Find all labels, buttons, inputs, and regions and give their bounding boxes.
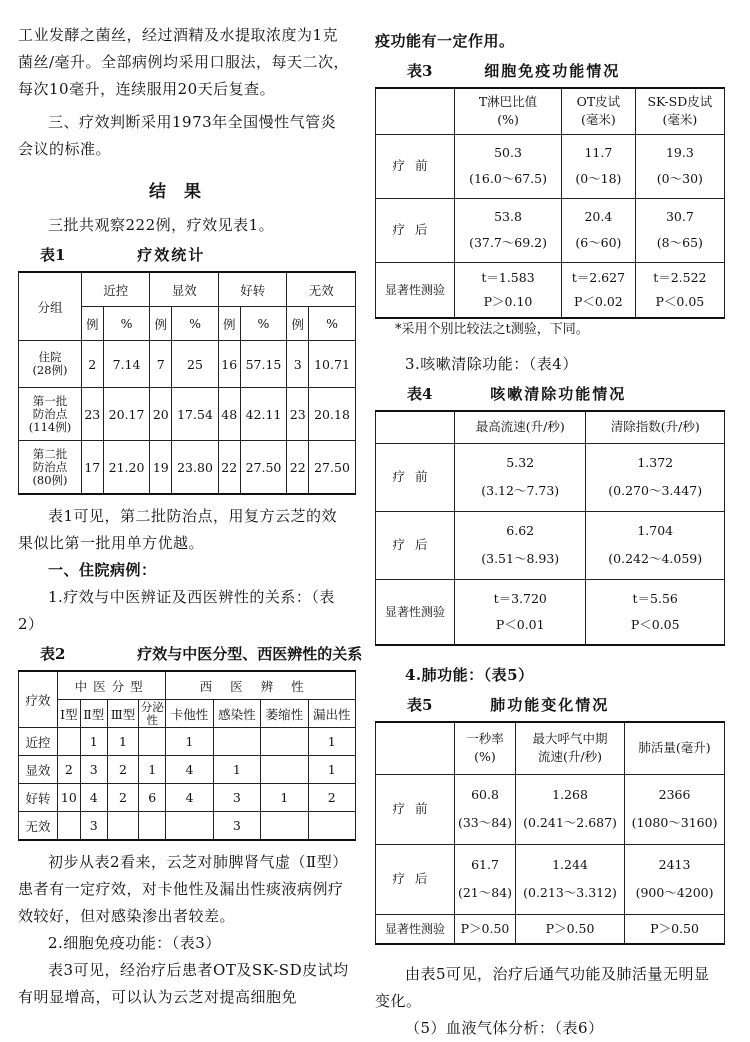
table-cell (308, 812, 355, 841)
paragraph: 三批共观察222例，疗效见表1。 (48, 216, 275, 234)
table-cell: 2 (308, 784, 355, 812)
cell-line: (0.213～3.312) (523, 885, 617, 900)
column-header: 疗效 (19, 671, 58, 728)
table1 (18, 271, 356, 495)
sub-header: 卡他性 (166, 700, 213, 728)
row-label: 疗前 (376, 443, 455, 511)
table-cell (213, 728, 260, 756)
table-cell: 3 (80, 812, 107, 841)
sub-header: 萎缩性 (261, 700, 308, 728)
cell-line: 50.3 (494, 145, 522, 160)
row-label: 疗前 (376, 774, 455, 844)
cell-line: 1.372 (637, 455, 674, 470)
table-cell: 1 (261, 784, 308, 812)
sub-header: Ⅲ型 (107, 700, 138, 728)
cell-line: t＝5.56 (632, 590, 678, 606)
cell-line: P＞0.10 (483, 293, 533, 309)
corner-cell (376, 722, 455, 774)
paragraph: 2.细胞免疫功能：（表3） (48, 934, 221, 952)
sub-header: % (240, 307, 287, 341)
cell-line: 1.704 (637, 523, 674, 538)
cell-line: (0.242～4.059) (608, 551, 703, 566)
corner-cell (376, 88, 455, 134)
cell-line: (900～4200) (635, 885, 714, 900)
cell-line: P＜0.05 (655, 293, 705, 309)
paragraph: 表3可见，经治疗后患者OT及SK-SD皮试均有明显增高，可以认为云芝对提高细胞免 (18, 961, 349, 1006)
table-cell: 42.11 (240, 388, 287, 441)
column-header: 显效 (150, 272, 218, 307)
table-cell (586, 511, 725, 579)
table-cell (635, 262, 724, 318)
table-cell: 2 (107, 784, 138, 812)
table-cell (139, 728, 166, 756)
table4-caption (375, 382, 725, 406)
column-header (562, 88, 636, 134)
header-line: (毫米) (581, 112, 616, 128)
cell-line: P＜0.01 (495, 616, 545, 632)
table-cell: 10.71 (309, 341, 356, 388)
column-header (516, 722, 625, 774)
table2-caption (18, 642, 363, 666)
header-line: (%) (497, 112, 519, 128)
row-label: 好转 (19, 784, 58, 812)
table-cell: 27.50 (309, 441, 356, 495)
table-cell (58, 728, 81, 756)
sub-header: 漏出性 (308, 700, 355, 728)
row-label: 显著性测验 (376, 262, 455, 318)
table-cell: 2 (82, 341, 104, 388)
header-line: 流速(升/秒) (538, 749, 603, 765)
cell-line: (0.241～2.687) (523, 815, 617, 830)
row-label: 显著性测验 (376, 579, 455, 645)
row-label: 疗后 (376, 511, 455, 579)
table-cell: 1 (308, 756, 355, 784)
row-label-line: (114例) (28, 419, 72, 434)
cell-line: (6～60) (575, 235, 622, 250)
column-header: 近控 (82, 272, 150, 307)
table1-caption (18, 243, 350, 267)
table-cell: 3 (287, 341, 309, 388)
cell-line: t＝1.583 (481, 269, 535, 285)
table-cell (455, 443, 586, 511)
sub-header: Ⅱ型 (80, 700, 107, 728)
table-cell (455, 134, 562, 198)
table-cell: 23.80 (172, 441, 219, 495)
table-cell: 1 (213, 756, 260, 784)
table-title: 肺功能变化情况 (490, 696, 610, 714)
cell-line: t＝2.627 (571, 269, 626, 285)
table-cell: 22 (218, 441, 240, 495)
header-line: SK-SD皮试 (647, 94, 713, 110)
cell-line: 2413 (658, 857, 691, 872)
table-cell: 20 (150, 388, 172, 441)
cell-line: (8～65) (656, 235, 703, 250)
table5 (375, 721, 725, 945)
table-cell: 1 (107, 728, 138, 756)
table-cell (261, 756, 308, 784)
table-title: 咳嗽清除功能情况 (490, 385, 627, 403)
header-line: 肺活量(毫升) (638, 740, 711, 756)
table-cell: 19 (150, 441, 172, 495)
cell-line: (3.12～7.73) (481, 483, 560, 498)
row-label: 疗后 (376, 198, 455, 262)
cell-line: (0～30) (656, 171, 703, 186)
table-cell (261, 728, 308, 756)
group-header: 中医分型 (58, 671, 166, 700)
table-cell: 4 (166, 784, 213, 812)
table-title: 疗效与中医分型、西医辨性的关系 (137, 645, 363, 663)
table-cell: 20.17 (103, 388, 150, 441)
sub-header: 例 (150, 307, 172, 341)
row-label (19, 388, 82, 441)
right-column (375, 0, 725, 1042)
row-label-line: (80例) (32, 472, 68, 487)
paragraph: （5）血液气体分析：（表6） (405, 1019, 604, 1037)
column-header (455, 88, 562, 134)
table-cell (455, 198, 562, 262)
table-cell: 3 (213, 784, 260, 812)
table-title: 疗效统计 (137, 246, 206, 264)
table-number: 表3 (407, 62, 433, 80)
header-line: 最大呼气中期 (532, 731, 608, 747)
cell-line: 5.32 (506, 455, 535, 470)
table-cell (455, 262, 562, 318)
paragraph: 1.疗效与中医辨证及西医辨性的关系：（表2） (18, 588, 335, 633)
corner-cell (376, 411, 455, 443)
row-label-line: 防治点 (32, 459, 68, 474)
sub-header: 感染性 (213, 700, 260, 728)
cell-line: 61.7 (471, 857, 499, 872)
table-cell (455, 844, 516, 914)
paragraph: 一、住院病例： (48, 561, 157, 579)
table4 (375, 410, 725, 646)
column-header: 最高流速(升/秒) (455, 411, 586, 443)
table-cell: 17 (82, 441, 104, 495)
table-cell (625, 844, 725, 914)
table3-caption (375, 59, 725, 83)
cell-line: 60.8 (471, 787, 499, 802)
cell-line: 1.268 (552, 787, 588, 802)
table-cell: 2 (107, 756, 138, 784)
sub-header: 例 (218, 307, 240, 341)
table-cell (586, 443, 725, 511)
row-label (19, 341, 82, 388)
paragraph: 疫功能有一定作用。 (375, 32, 515, 50)
table-title: 细胞免疫功能情况 (484, 62, 621, 80)
table-cell: 16 (218, 341, 240, 388)
row-label: 显著性测验 (376, 914, 455, 944)
cell-line: P＜0.05 (630, 616, 680, 632)
paragraph: 工业发酵之菌丝，经过酒精及水提取浓度为1克菌丝/毫升。全部病例均采用口服法，每天二次，每次10毫升，连续服用20天后复查。 (18, 26, 350, 98)
table-cell (635, 198, 724, 262)
table3 (375, 87, 725, 319)
table-cell (586, 579, 725, 645)
table-cell: 21.20 (103, 441, 150, 495)
paragraph: 表1可见，第二批防治点，用复方云芝的效果似比第一批用单方优越。 (18, 507, 338, 552)
cell-line: t＝3.720 (493, 590, 547, 606)
row-label (19, 441, 82, 495)
table-cell: 7 (150, 341, 172, 388)
header-line: (%) (474, 749, 496, 765)
row-label-line: 防治点 (32, 406, 68, 421)
row-label: 无效 (19, 812, 58, 841)
paragraph: 3.咳嗽清除功能：（表4） (405, 355, 578, 373)
table-cell: P＞0.50 (516, 914, 625, 944)
table-cell: 4 (166, 756, 213, 784)
paragraph: 4.肺功能：（表5） (405, 666, 534, 684)
table-cell: 48 (218, 388, 240, 441)
table-cell (455, 511, 586, 579)
table-cell: 6 (139, 784, 166, 812)
table-number: 表2 (40, 645, 66, 663)
table-cell: 4 (80, 784, 107, 812)
paragraph: 三、疗效判断采用1973年全国慢性气管炎会议的标准。 (18, 113, 337, 158)
sub-header: % (309, 307, 356, 341)
cell-line: (33～84) (457, 815, 513, 830)
table-cell: 17.54 (172, 388, 219, 441)
column-header: 清除指数(升/秒) (586, 411, 725, 443)
column-header: 好转 (218, 272, 286, 307)
table-cell: 10 (58, 784, 81, 812)
table-cell (455, 579, 586, 645)
sub-header: 例 (287, 307, 309, 341)
cell-line: (3.51～8.93) (481, 551, 560, 566)
left-column (18, 0, 363, 1011)
row-label: 疗前 (376, 134, 455, 198)
header-line: OT皮试 (576, 94, 621, 110)
table-cell (516, 774, 625, 844)
column-header: 分组 (19, 272, 82, 341)
table-cell (455, 774, 516, 844)
table-cell: 3 (213, 812, 260, 841)
cell-line: 20.4 (584, 209, 613, 224)
cell-line: 2366 (658, 787, 691, 802)
table5-caption (375, 693, 725, 717)
table-cell: 1 (139, 756, 166, 784)
table-number: 表1 (40, 246, 66, 264)
sub-header: 例 (82, 307, 104, 341)
cell-line: (1080～3160) (631, 815, 718, 830)
table-cell: 27.50 (240, 441, 287, 495)
header-line: (毫米) (662, 112, 698, 128)
table-cell: P＞0.50 (455, 914, 516, 944)
cell-line: 1.244 (552, 857, 588, 872)
sub-header: 分泌性 (140, 699, 164, 727)
table-cell: 1 (308, 728, 355, 756)
cell-line: 11.7 (584, 145, 613, 160)
cell-line: (0.270～3.447) (608, 483, 703, 498)
paragraph: 由表5可见，治疗后通气功能及肺活量无明显变化。 (375, 965, 710, 1010)
group-header: 西医辨性 (166, 671, 356, 700)
table-cell (58, 812, 81, 841)
table-cell (635, 134, 724, 198)
table-cell: 2 (58, 756, 81, 784)
column-header (635, 88, 724, 134)
table-cell (261, 812, 308, 841)
row-label: 近控 (19, 728, 58, 756)
table-number: 表5 (407, 696, 433, 714)
table-cell (107, 812, 138, 841)
table-cell (516, 844, 625, 914)
table-cell: 57.15 (240, 341, 287, 388)
table-cell: 23 (287, 388, 309, 441)
header-line: 一秒率 (466, 731, 504, 747)
table-number: 表4 (407, 385, 433, 403)
table-cell: P＞0.50 (625, 914, 725, 944)
table-cell: 7.14 (103, 341, 150, 388)
cell-line: 53.8 (494, 209, 522, 224)
cell-line: 19.3 (665, 145, 694, 160)
table-cell (562, 262, 636, 318)
table-cell: 25 (172, 341, 219, 388)
table-cell: 1 (80, 728, 107, 756)
table-cell: 22 (287, 441, 309, 495)
row-label-line: 住院 (38, 350, 62, 364)
column-header (625, 722, 725, 774)
row-label-line: 第二批 (32, 446, 68, 461)
table-cell (562, 198, 636, 262)
column-header: 无效 (287, 272, 356, 307)
row-label: 疗后 (376, 844, 455, 914)
header-line: T淋巴比值 (478, 94, 538, 110)
table-cell: 3 (80, 756, 107, 784)
paragraph: 初步从表2看来，云芝对肺脾肾气虚（Ⅱ型）患者有一定疗效，对卡他性及漏出性痰液病例疗效较好，但对感染渗出者较差。 (18, 853, 348, 925)
row-label-line: (28例) (32, 363, 68, 377)
table2 (18, 670, 356, 841)
section-heading: 结果 (149, 182, 219, 202)
row-label-line: 第一批 (32, 393, 68, 408)
cell-line: (37.7～69.2) (469, 235, 547, 250)
cell-line: 30.7 (665, 209, 694, 224)
table-cell: 20.18 (309, 388, 356, 441)
column-header (455, 722, 516, 774)
table-cell: 1 (166, 728, 213, 756)
table-cell (166, 812, 213, 841)
table-cell (562, 134, 636, 198)
cell-line: P＜0.02 (574, 293, 623, 309)
cell-line: (21～84) (457, 885, 513, 900)
cell-line: 6.62 (506, 523, 535, 538)
table-cell (139, 812, 166, 841)
row-label: 显效 (19, 756, 58, 784)
table-footnote: *采用个别比较法之t测验，下同。 (395, 322, 589, 337)
cell-line: (0～18) (575, 171, 622, 186)
sub-header: % (103, 307, 150, 341)
sub-header: % (172, 307, 219, 341)
table-cell (625, 774, 725, 844)
cell-line: t＝2.522 (653, 269, 707, 285)
cell-line: (16.0～67.5) (469, 171, 547, 186)
sub-header: Ⅰ型 (58, 700, 81, 728)
table-cell: 23 (82, 388, 104, 441)
